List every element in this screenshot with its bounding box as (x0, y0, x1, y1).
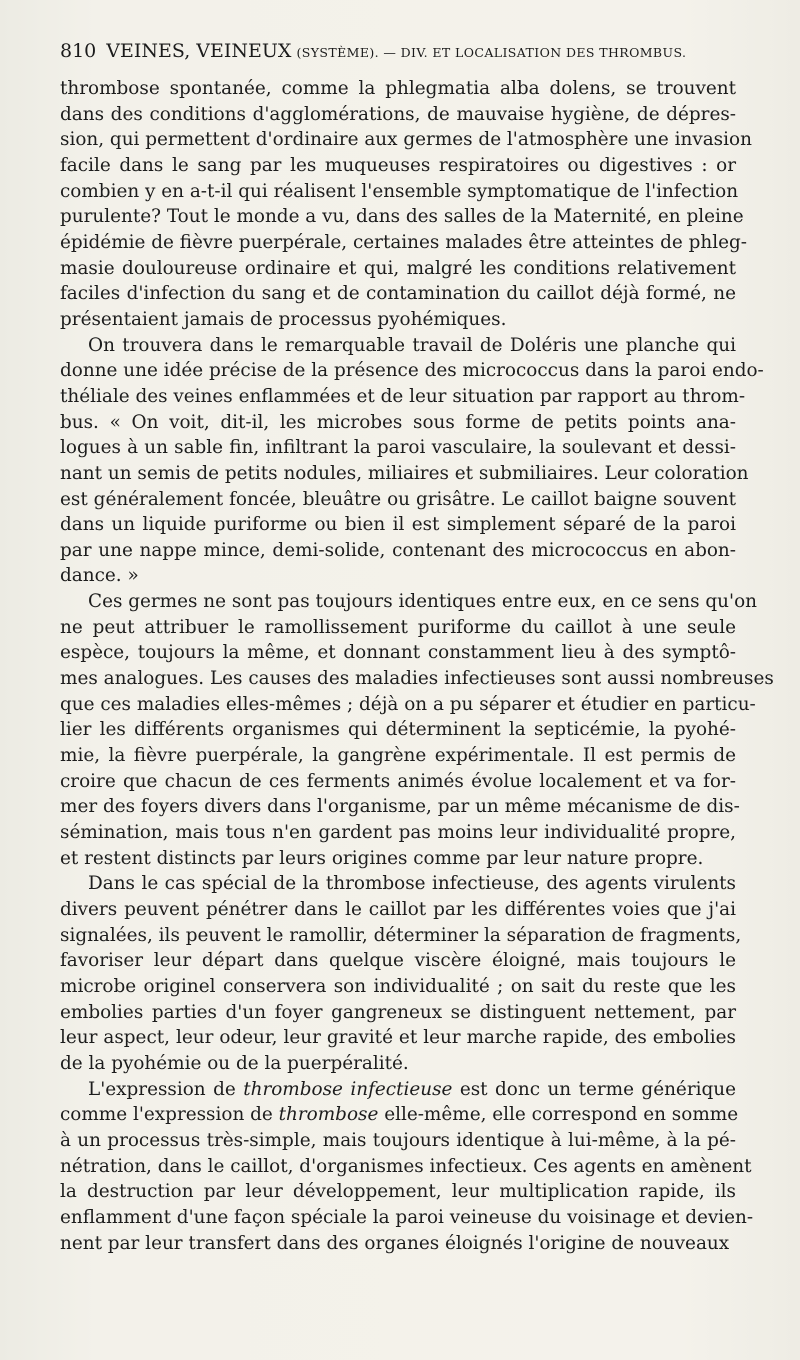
text-line: présentaient jamais de processus pyohémiques. (60, 308, 507, 330)
text-line: et restent distincts par leurs origines comme par leur nature propre. (60, 847, 704, 869)
text-line: combien y en a-t-il qui réalisent l'ensemble symptomatique de l'infection (60, 180, 739, 202)
text-line: épidémie de fièvre puerpérale, certaines malades être atteintes de phleg- (60, 231, 747, 253)
text-line: de la pyohémie ou de la puerpéralité. (60, 1052, 409, 1074)
text-line: sion, qui permettent d'ordinaire aux germes de l'atmosphère une invasion (60, 129, 752, 151)
text-line: mie, la fièvre puerpérale, la gangrène expérimentale. Il est permis de (60, 745, 736, 767)
text-line: ne peut attribuer le ramollissement puriforme du caillot à une seule (60, 616, 736, 638)
text-line: purulente? Tout le monde a vu, dans des salles de la Maternité, en pleine (60, 206, 744, 228)
text-line: thrombose spontanée, comme la phlegmatia alba dolens, se trouvent (60, 78, 736, 99)
text-line: donne une idée précise de la présence des micrococcus dans la paroi endo- (60, 360, 764, 382)
text-line: divers peuvent pénétrer dans le caillot par les différentes voies que j'ai (60, 899, 736, 920)
italic-term: thrombose infectieuse (243, 1078, 453, 1100)
header-title: VEINES, VEINEUX (106, 40, 292, 62)
text-line: Ces germes ne sont pas toujours identiques entre eux, en ce sens qu'on (88, 591, 757, 613)
text-line: nétration, dans le caillot, d'organismes infectieux. Ces agents en amènent (60, 1155, 752, 1177)
text-line: On trouvera dans le remarquable travail de Doléris une planche qui (88, 334, 736, 356)
text-line: espèce, toujours la même, et donnant constamment lieu à des symptô- (60, 642, 736, 664)
text-line: dans des conditions d'agglomérations, de mauvaise hygiène, de dépres- (60, 103, 736, 125)
text-line: dance. » (60, 565, 139, 587)
text-line: croire que chacun de ces ferments animés évolue localement et va for- (60, 770, 736, 792)
running-header (60, 40, 740, 68)
paragraph (60, 871, 742, 1076)
text-line: L'expression de thrombose infectieuse est donc un terme générique (88, 1078, 736, 1100)
text-line: facile dans le sang par les muqueuses respiratoires ou digestives : or (60, 154, 736, 176)
text-line: mer des foyers divers dans l'organisme, par un même mécanisme de dis- (60, 796, 740, 818)
paragraph (60, 333, 764, 590)
text-line: embolies parties d'un foyer gangreneux se distinguent nettement, par (60, 1001, 736, 1023)
header-subtitle: (SYSTÈME). — DIV. ET LOCALISATION DES THROMBUS. (296, 45, 687, 60)
text-line: par une nappe mince, demi-solide, contenant des micrococcus en abon- (60, 539, 736, 561)
text-line: comme l'expression de thrombose elle-même, elle correspond en somme (60, 1104, 739, 1126)
text-line: favoriser leur départ dans quelque viscère éloigné, mais toujours le (60, 950, 736, 972)
text-line: à un processus très-simple, mais toujours identique à lui-même, à la pé- (60, 1129, 736, 1151)
text-line: que ces maladies elles-mêmes ; déjà on a pu séparer et étudier en particu- (60, 693, 756, 715)
page-number: 810 (60, 40, 97, 62)
text-line: sémination, mais tous n'en gardent pas moins leur individualité propre, (60, 822, 736, 844)
text-line: microbe originel conservera son individualité ; on sait du reste que les (60, 975, 736, 997)
text-line: bus. « On voit, dit-il, les microbes sous forme de petits points ana- (60, 411, 736, 433)
paragraph (60, 76, 752, 333)
text-line: faciles d'infection du sang et de contamination du caillot déjà formé, ne (60, 283, 736, 305)
text-line: masie douloureuse ordinaire et qui, malgré les conditions relativement (60, 257, 736, 279)
page-body-text (60, 76, 774, 1256)
paragraph (60, 589, 774, 871)
text-line: nent par leur transfert dans des organes éloignés l'origine de nouveaux (60, 1232, 730, 1254)
text-line: enflamment d'une façon spéciale la paroi veineuse du voisinage et devien- (60, 1206, 754, 1228)
text-line: mes analogues. Les causes des maladies infectieuses sont aussi nombreuses (60, 668, 774, 690)
text-line: la destruction par leur développement, leur multiplication rapide, ils (60, 1181, 736, 1203)
text-line: théliale des veines enflammées et de leur situation par rapport au throm- (60, 385, 746, 407)
text-line: signalées, ils peuvent le ramollir, déterminer la séparation de fragments, (60, 924, 742, 946)
text-line: logues à un sable fin, infiltrant la paroi vasculaire, la soulevant et dessi- (60, 437, 736, 459)
paragraph (60, 1077, 754, 1257)
italic-term: thrombose (278, 1104, 379, 1126)
text-line: lier les différents organismes qui déterminent la septicémie, la pyohé- (60, 719, 736, 741)
text-line: nant un semis de petits nodules, miliaires et submiliaires. Leur coloration (60, 462, 749, 484)
text-line: dans un liquide puriforme ou bien il est simplement séparé de la paroi (60, 514, 736, 536)
text-line: leur aspect, leur odeur, leur gravité et leur marche rapide, des embolies (60, 1027, 736, 1049)
text-line: Dans le cas spécial de la thrombose infectieuse, des agents virulents (88, 873, 736, 895)
text-line: est généralement foncée, bleuâtre ou grisâtre. Le caillot baigne souvent (60, 488, 736, 510)
